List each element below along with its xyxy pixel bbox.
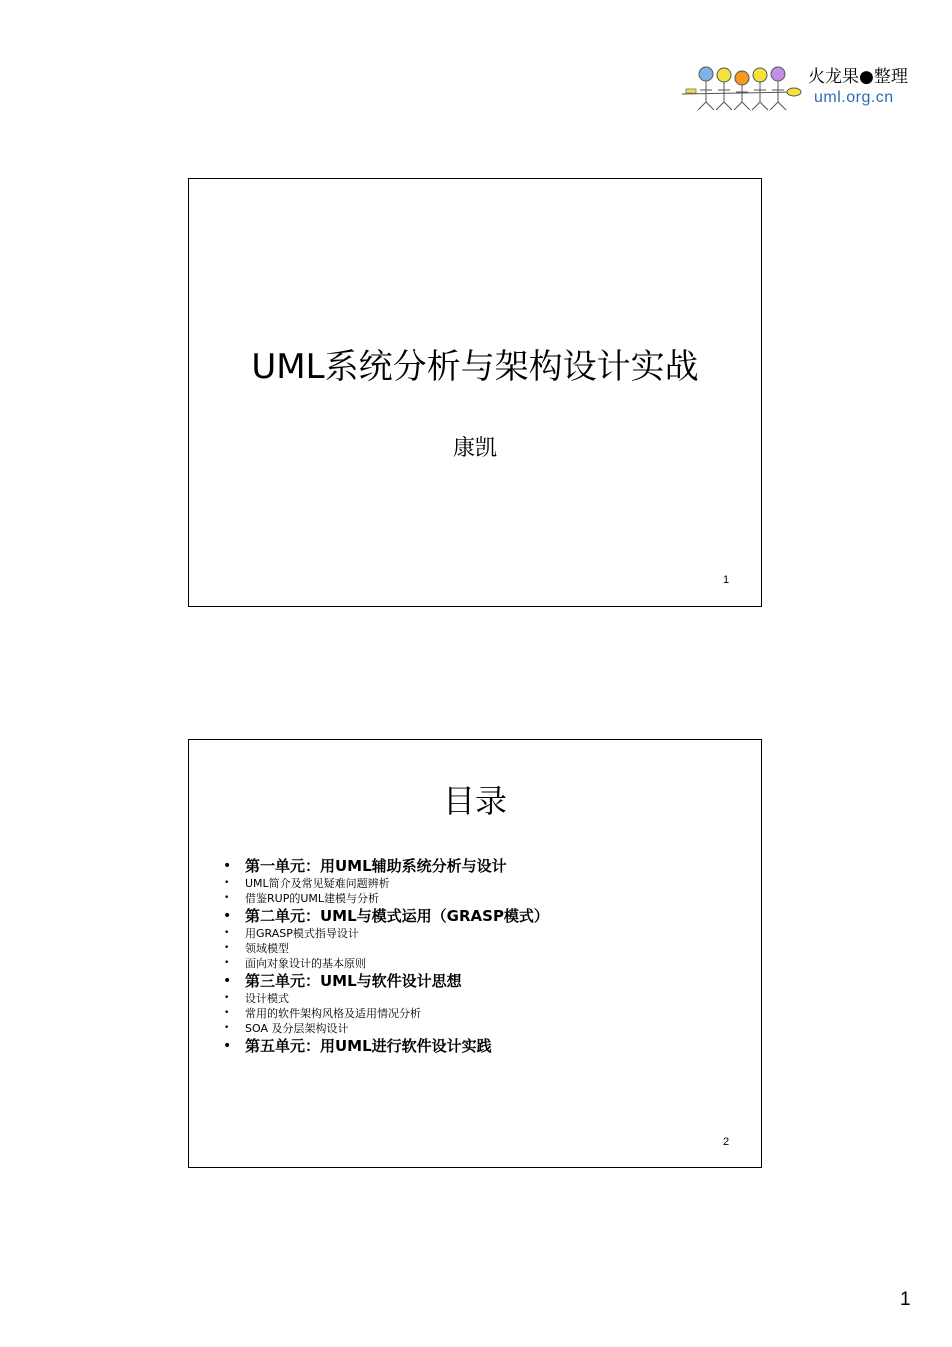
stick-figures-balloons-icon [680, 62, 808, 118]
outline-topic-item: • 用GRASP模式指导设计 [223, 926, 743, 941]
slide-number: 1 [723, 574, 730, 586]
logo [680, 62, 920, 118]
outline-topic-item: • 面向对象设计的基本原则 [223, 956, 743, 971]
slide-title: 目录 [442, 782, 507, 820]
outline-topic-item: • UML简介及常见疑难问题辨析 [223, 876, 743, 891]
outline-topic-item: • 常用的软件架构风格及适用情况分析 [223, 1006, 743, 1021]
outline-unit-item: • 第五单元：用UML进行软件设计实践 [223, 1036, 743, 1056]
logo-url: uml.org.cn [814, 89, 894, 106]
outline-topic-item: • SOA 及分层架构设计 [223, 1021, 743, 1036]
slide-author: 康凯 [452, 436, 497, 461]
outline-list [223, 856, 743, 1056]
outline-unit-item: • 第二单元：UML与模式运用（GRASP模式） [223, 906, 743, 926]
slide-number: 2 [723, 1136, 730, 1148]
slide-2 [188, 739, 762, 1168]
slide-title: UML系统分析与架构设计实战 [251, 347, 699, 387]
outline-topic-item: • 借鉴RUP的UML建模与分析 [223, 891, 743, 906]
outline-unit-item: • 第一单元：用UML辅助系统分析与设计 [223, 856, 743, 876]
outline-unit-item: • 第三单元：UML与软件设计思想 [223, 971, 743, 991]
logo-text: 火龙果●整理 [808, 67, 908, 87]
outline-topic-item: • 设计模式 [223, 991, 743, 1006]
outline-topic-item: • 领域模型 [223, 941, 743, 956]
page-number: 1 [900, 1289, 911, 1310]
slide-1 [188, 178, 762, 607]
